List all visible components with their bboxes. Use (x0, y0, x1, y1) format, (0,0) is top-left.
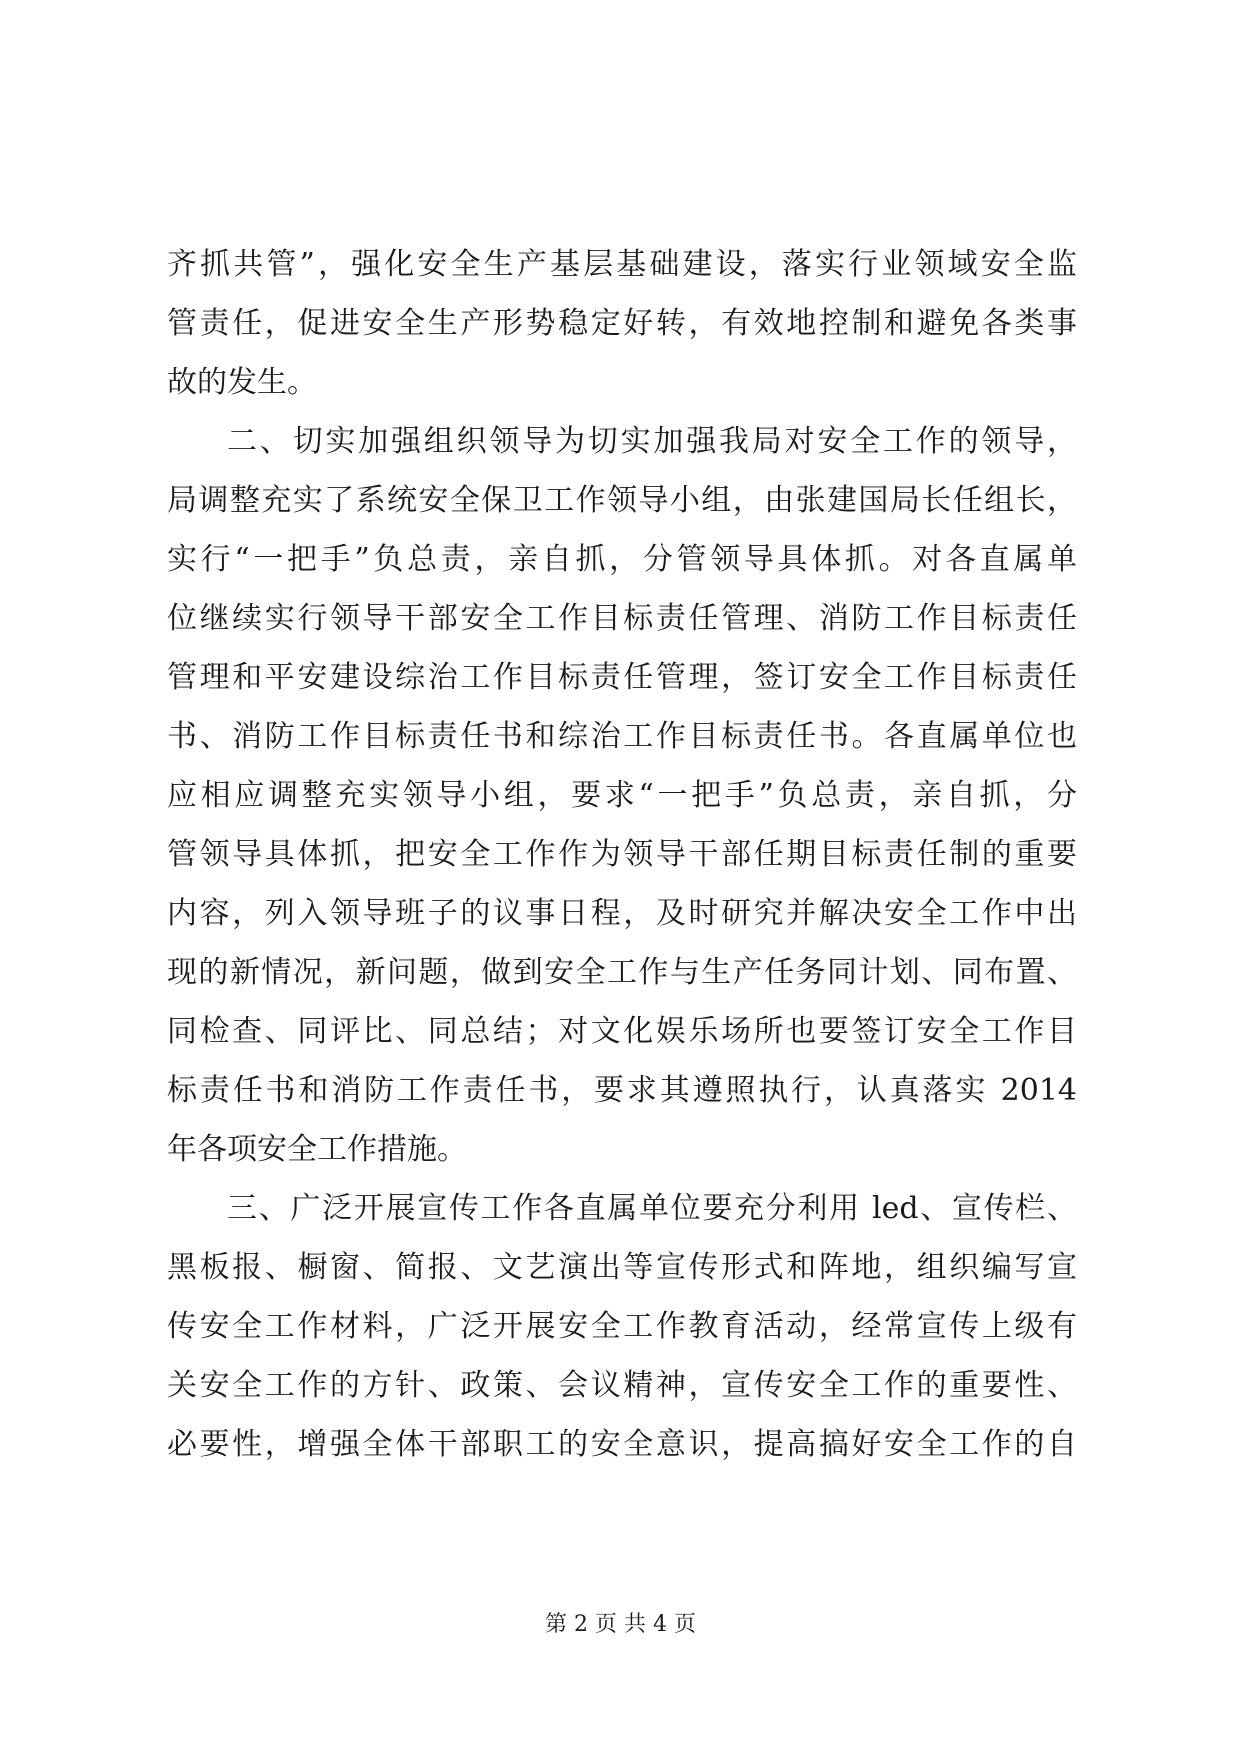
text-line: 位继续实行领导干部安全工作目标责任管理、消防工作目标责任 (167, 601, 1077, 636)
text-line: 标责任书和消防工作责任书，要求其遵照执行，认真落实 2014 (167, 1073, 1077, 1108)
text-line: 同检查、同评比、同总结；对文化娱乐场所也要签订安全工作目 (167, 1014, 1077, 1049)
text-line: 局调整充实了系统安全保卫工作领导小组，由张建国局长任组长， (167, 483, 1077, 518)
text-line: 齐抓共管”，强化安全生产基层基础建设，落实行业领域安全监 (167, 247, 1077, 282)
text-line: 管责任，促进安全生产形势稳定好转，有效地控制和避免各类事 (167, 306, 1077, 341)
text-line: 传安全工作材料，广泛开展安全工作教育活动，经常宣传上级有 (167, 1309, 1077, 1344)
text-line: 内容，列入领导班子的议事日程，及时研究并解决安全工作中出 (167, 896, 1077, 931)
text-line: 黑板报、橱窗、简报、文艺演出等宣传形式和阵地，组织编写宣 (167, 1250, 1077, 1285)
text-line: 书、消防工作目标责任书和综治工作目标责任书。各直属单位也 (167, 719, 1077, 754)
paragraph-heading-line: 二、切实加强组织领导为切实加强我局对安全工作的领导， (227, 424, 1077, 459)
text-line: 实行“一把手”负总责，亲自抓，分管领导具体抓。对各直属单 (167, 542, 1077, 577)
text-line: 现的新情况，新问题，做到安全工作与生产任务同计划、同布置、 (167, 955, 1077, 990)
text-line: 故的发生。 (167, 365, 317, 400)
text-line: 关安全工作的方针、政策、会议精神，宣传安全工作的重要性、 (167, 1368, 1077, 1403)
text-line: 管领导具体抓，把安全工作作为领导干部任期目标责任制的重要 (167, 837, 1077, 872)
text-line: 应相应调整充实领导小组，要求“一把手”负总责，亲自抓，分 (167, 778, 1077, 813)
paragraph-heading-line: 三、广泛开展宣传工作各直属单位要充分利用 led、宣传栏、 (227, 1191, 1077, 1226)
text-line: 管理和平安建设综治工作目标责任管理，签订安全工作目标责任 (167, 660, 1077, 695)
page-number-footer: 第 2 页 共 4 页 (545, 1612, 696, 1637)
text-line: 年各项安全工作措施。 (167, 1132, 467, 1167)
text-line: 必要性，增强全体干部职工的安全意识，提高搞好安全工作的自 (167, 1427, 1077, 1462)
